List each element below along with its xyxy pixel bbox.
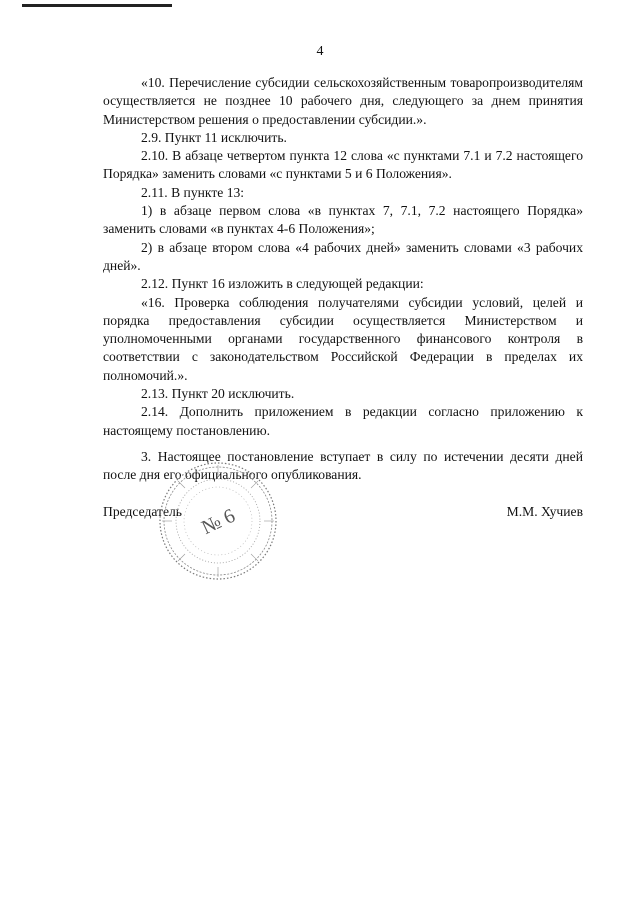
top-rule bbox=[22, 4, 172, 7]
paragraph-2-11: 2.11. В пункте 13: bbox=[141, 184, 245, 200]
paragraph-2-12: 2.12. Пункт 16 изложить в следующей редакции: bbox=[141, 276, 424, 292]
paragraph-2-9: 2.9. Пункт 11 исключить. bbox=[141, 129, 287, 145]
document-body bbox=[103, 74, 583, 485]
paragraph-item-16: «16. Проверка соблюдения получателями субсидии условий, целей и порядка предоставления субсидии осуществляется Министерством и уполномоченными органами государственного финансового контроля в соответствии с законодательством Российской Федерации в пределах их полномочий.». bbox=[103, 294, 583, 383]
paragraph-2-10: 2.10. В абзаце четвертом пункта 12 слова «с пунктами 7.1 и 7.2 настоящего Порядка» заменить словами «с пунктами 5 и 6 Положения». bbox=[103, 148, 583, 182]
signature-title: Председатель bbox=[103, 504, 182, 519]
paragraph-2-13: 2.13. Пункт 20 исключить. bbox=[141, 386, 295, 402]
signature-name: М.М. Хучиев bbox=[506, 504, 583, 519]
paragraph-2-14: 2.14. Дополнить приложением в редакции согласно приложению к настоящему постановлению. bbox=[103, 404, 583, 438]
seal-number: № 6 bbox=[198, 504, 239, 540]
paragraph-2-11-sub2: 2) в абзаце втором слова «4 рабочих дней» заменить словами «3 рабочих дней». bbox=[103, 239, 583, 273]
paragraph-item-10: «10. Перечисление субсидии сельскохозяйственным товаропроизводителям осуществляется не позднее 10 рабочего дня, следующего за днем принятия Министерством решения о предоставлении субсидии.». bbox=[103, 75, 583, 127]
seal-stamp bbox=[157, 460, 279, 582]
paragraph-3: 3. Настоящее постановление вступает в силу по истечении десяти дней после дня его официального опубликования. bbox=[103, 448, 583, 483]
page-number: 4 bbox=[316, 44, 324, 59]
paragraph-2-11-sub1: 1) в абзаце первом слова «в пунктах 7, 7.1, 7.2 настоящего Порядка» заменить словами «в пунктах 4-6 Положения»; bbox=[103, 203, 583, 237]
